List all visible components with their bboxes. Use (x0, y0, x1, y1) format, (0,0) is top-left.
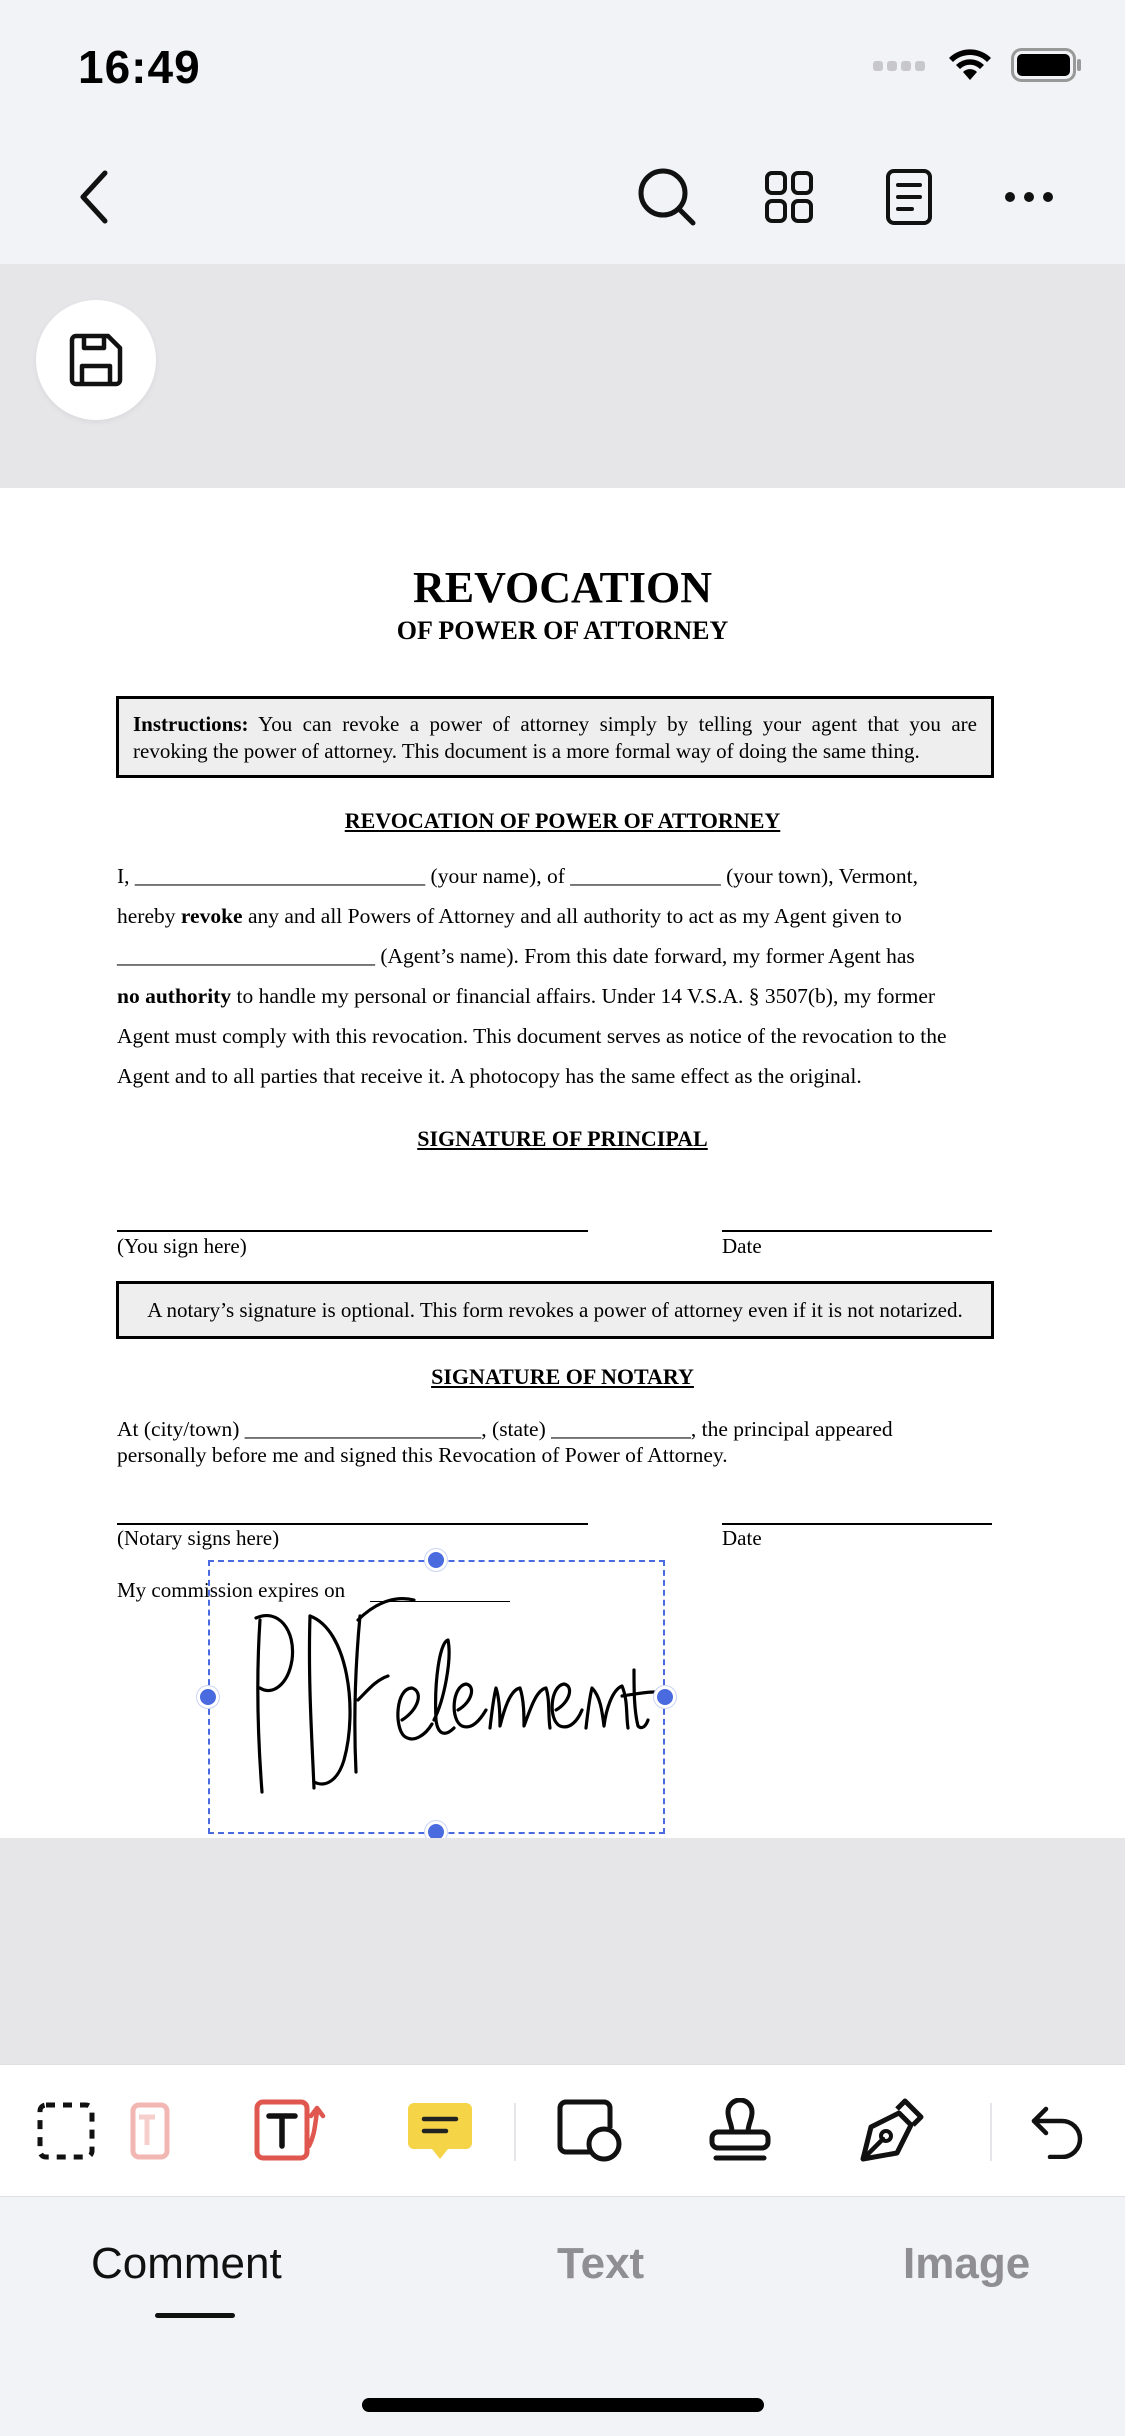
more-button[interactable] (994, 162, 1064, 232)
annotation-tools-bar (0, 2064, 1125, 2196)
body-line: Agent must comply with this revocation. This document serves as notice of the revocation to the (117, 1024, 947, 1048)
body-text: to handle my personal or financial affairs. Under 14 V.S.A. § 3507(b), my former (231, 984, 936, 1008)
you-sign-label: (You sign here) (117, 1234, 247, 1258)
outline-button[interactable] (874, 162, 944, 232)
toolbar-divider (514, 2103, 516, 2161)
body-bold: revoke (180, 904, 243, 928)
stamp-tool[interactable] (700, 2091, 780, 2171)
toolbar-divider (990, 2103, 992, 2161)
save-floppy-icon (66, 330, 126, 390)
doc-subtitle: OF POWER OF ATTORNEY (396, 616, 729, 645)
notary-date-line (722, 1523, 992, 1525)
document-toolbar (0, 130, 1125, 264)
resize-handle-right[interactable] (654, 1686, 676, 1708)
thumbnails-button[interactable] (754, 162, 824, 232)
cellular-signal-icon (873, 57, 929, 73)
notary-statement (117, 1416, 1017, 1468)
text-arrow-icon (253, 2098, 327, 2164)
text-box-tool-faded[interactable] (118, 2091, 178, 2171)
status-bar (0, 0, 1125, 130)
sticky-note-icon (406, 2099, 474, 2163)
stamp-icon (706, 2098, 774, 2164)
body-line: I, ___________________________ (your name), of ______________ (your town), Vermont, (117, 864, 918, 888)
resize-handle-left[interactable] (197, 1686, 219, 1708)
text-box-icon (123, 2101, 173, 2161)
tab-comment[interactable]: Comment (91, 2239, 282, 2288)
date-label: Date (722, 1234, 762, 1258)
more-icon (1004, 191, 1054, 203)
battery-icon (1011, 48, 1083, 82)
wifi-icon (947, 48, 993, 82)
undo-icon (1024, 2103, 1088, 2159)
doc-title: REVOCATION (413, 563, 712, 612)
typewriter-tool[interactable] (250, 2091, 330, 2171)
tab-text[interactable]: Text (557, 2239, 645, 2288)
notary-signature-line (117, 1523, 588, 1525)
viewer-background-bottom (0, 1838, 1125, 2064)
grid-icon (764, 170, 814, 224)
dashed-square-icon (36, 2101, 96, 2161)
shape-tool[interactable] (550, 2091, 630, 2171)
principal-date-line (722, 1230, 992, 1232)
body-line (117, 976, 997, 1016)
resize-handle-top[interactable] (425, 1549, 447, 1571)
pen-nib-icon (855, 2097, 925, 2165)
active-tab-indicator (155, 2313, 235, 2318)
back-chevron-icon (75, 167, 115, 227)
revocation-body (117, 856, 997, 1096)
back-button[interactable] (60, 162, 130, 232)
tab-image[interactable]: Image (903, 2239, 1031, 2288)
body-text: hereby (117, 904, 181, 928)
undo-tool[interactable] (1016, 2091, 1096, 2171)
signature-tool[interactable] (850, 2091, 930, 2171)
select-area-tool[interactable] (26, 2091, 106, 2171)
section-heading-revocation: REVOCATION OF POWER OF ATTORNEY (344, 808, 781, 833)
shape-icon (556, 2098, 624, 2164)
body-line: Agent and to all parties that receive it. A photocopy has the same effect as the original. (117, 1064, 862, 1088)
date-label: Date (722, 1526, 762, 1550)
save-button[interactable] (36, 300, 156, 420)
notary-optional-text: A notary’s signature is optional. This form revokes a power of attorney even if it is not notarized. (147, 1297, 963, 1322)
instructions-box (116, 696, 994, 778)
note-tool[interactable] (400, 2091, 480, 2171)
notary-optional-box (116, 1281, 994, 1339)
viewer-background (0, 264, 1125, 488)
instructions-label: Instructions: (133, 712, 249, 736)
instructions-text: You can revoke a power of attorney simply by telling your agent that you are revoking the power of attorney. This document is a more formal way of doing the same thing. (133, 712, 977, 763)
signature-annotation[interactable] (208, 1560, 665, 1834)
body-line (117, 896, 997, 936)
notary-line: personally before me and signed this Revocation of Power of Attorney. (117, 1443, 728, 1467)
principal-signature-line (117, 1230, 588, 1232)
status-time: 16:49 (78, 41, 201, 93)
notary-line: At (city/town) ______________________, (state) _____________, the principal appeared (117, 1417, 893, 1441)
notary-signs-label: (Notary signs here) (117, 1526, 280, 1550)
body-line: ________________________ (Agent’s name). From this date forward, my former Agent has (117, 944, 915, 968)
commission-expires-label: My commission expires on (117, 1578, 346, 1602)
outline-icon (885, 168, 933, 226)
section-heading-notary: SIGNATURE OF NOTARY (431, 1364, 694, 1389)
status-icons (873, 48, 1083, 82)
handwritten-signature (208, 1560, 665, 1834)
body-bold: no authority (117, 984, 232, 1008)
search-icon (635, 165, 699, 229)
section-heading-principal: SIGNATURE OF PRINCIPAL (417, 1126, 708, 1151)
home-indicator[interactable] (362, 2398, 764, 2412)
body-text: any and all Powers of Attorney and all authority to act as my Agent given to (242, 904, 902, 928)
search-button[interactable] (632, 162, 702, 232)
